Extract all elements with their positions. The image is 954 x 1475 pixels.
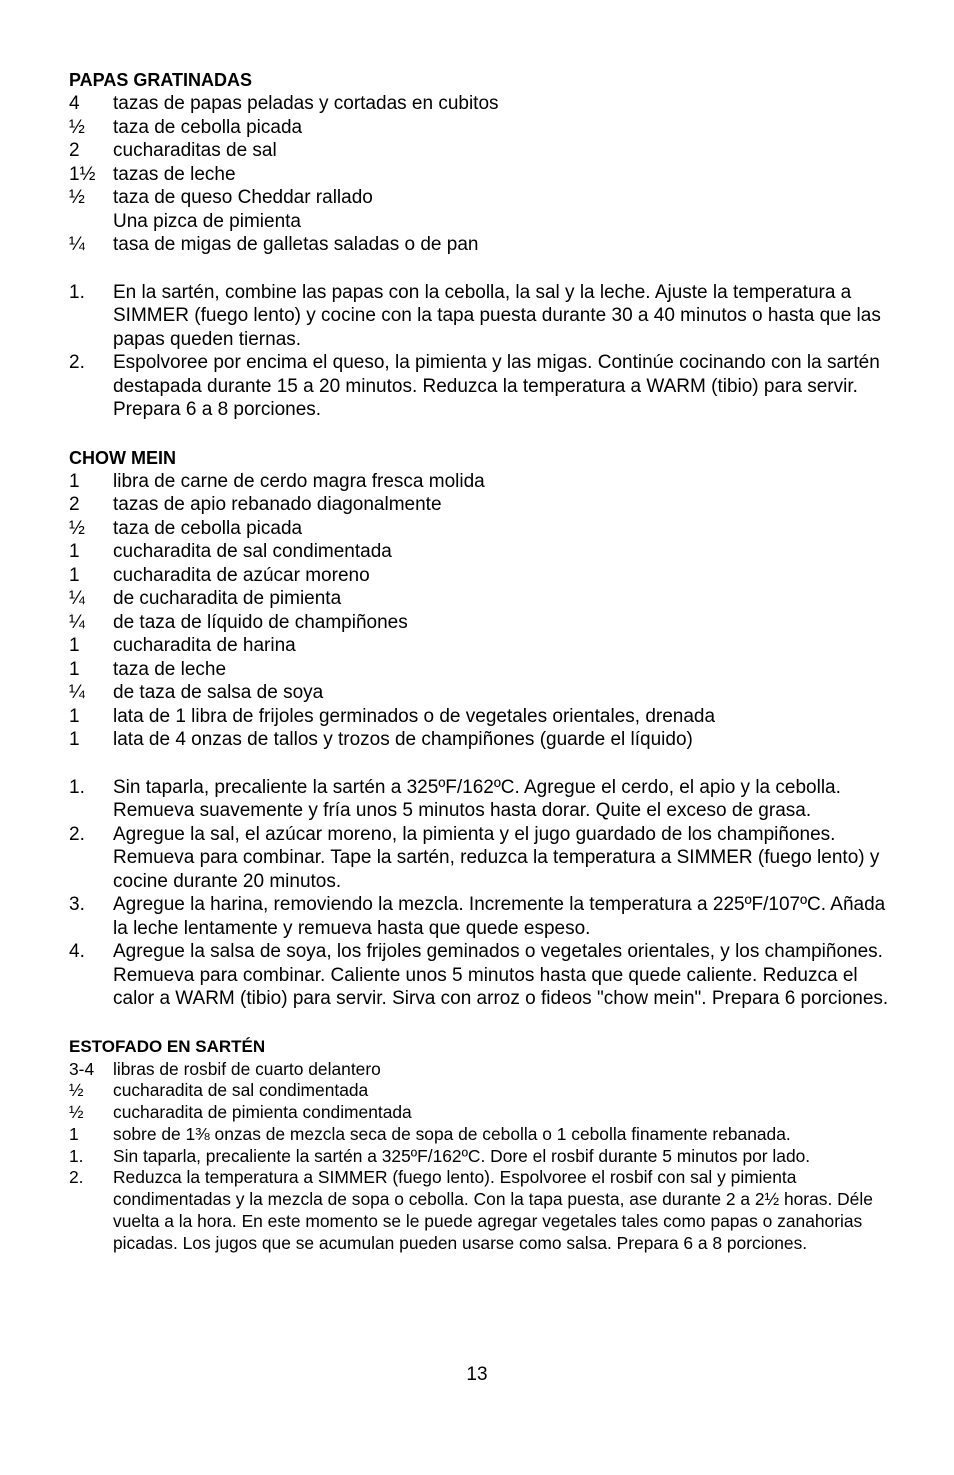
ingredient-qty: 3-4 [69,1058,95,1079]
ingredient-text: cucharadita de pimienta condimentada [113,1102,412,1123]
step-number: 4. [69,941,85,962]
ingredient-item [69,517,889,541]
ingredient-item [69,705,889,729]
ingredient-text: taza de cebolla picada [113,517,303,539]
ingredient-qty: 1 [69,541,80,562]
ingredient-text: taza de leche [113,658,227,680]
ingredient-text: cucharadita de azúcar moreno [113,564,370,586]
step-number: 1. [69,1145,84,1166]
ingredient-item [69,587,889,611]
ingredient-item [69,634,889,658]
ingredient-item [69,1080,889,1102]
ingredient-qty: 1 [69,635,80,656]
recipe-title: PAPAS GRATINADAS [69,70,253,90]
ingredient-item [69,1124,889,1146]
ingredient-qty: ¼ [69,588,85,609]
step-list [69,281,889,422]
ingredient-qty: 1 [69,705,80,727]
recipe-papas-gratinadas [69,68,889,422]
ingredient-qty: ½ [69,187,85,208]
ingredient-text: cucharadita de sal condimentada [113,541,392,562]
step-text: Sin taparla, precaliente la sartén a 325ºF/162ºC. Agregue el cerdo, el apio y la cebolla. Remueva suavemente y fría unos 5 minutos hasta dorar. Quite el exceso de grasa. [113,776,841,821]
ingredient-item [69,163,889,187]
ingredient-text: libra de carne de cerdo magra fresca molida [113,470,485,492]
step-text: Agregue la sal, el azúcar moreno, la pimienta y el jugo guardado de los champiñones. Remueva para combinar. Tape la sartén, reduzca la temperatura a SIMMER (fuego lento) y cocine durante 20 minutos. [113,823,880,892]
ingredient-item [69,611,889,635]
step-number: 2. [69,352,85,373]
step-item [69,940,889,1011]
ingredient-text: tasa de migas de galletas saladas o de pan [113,234,479,255]
step-item [69,823,889,894]
ingredient-qty: 2 [69,494,80,515]
step-number: 2. [69,823,85,845]
ingredient-item [69,233,889,257]
ingredient-item [69,116,889,140]
ingredient-qty: ¼ [69,682,85,703]
step-list [69,1146,889,1255]
ingredient-item [69,493,889,517]
ingredient-text: taza de cebolla picada [113,116,303,138]
ingredient-item [69,1102,889,1124]
ingredient-list [69,470,889,752]
ingredient-qty: 2 [69,140,80,161]
step-number: 3. [69,894,85,915]
step-text: Reduzca la temperatura a SIMMER (fuego lento). Espolvoree el rosbif con sal y pimienta condimentadas y la mezcla de sopa o cebolla. Con la tapa puesta, ase durante 2 a 2½ horas. Déle vuelta a la hora. En este momento se le puede agregar vegetales tales como papas o zanahorias picadas. Los jugos que se acumulan pueden usarse como salsa. Prepara 6 a 8 porciones. [113,1167,873,1253]
ingredient-item [69,470,889,494]
ingredient-text: libras de rosbif de cuarto delantero [113,1058,381,1079]
ingredient-qty: ½ [69,116,85,138]
ingredient-text: cucharaditas de sal [113,140,277,161]
step-item [69,776,889,823]
step-text: Espolvoree por encima el queso, la pimienta y las migas. Continúe cocinando con la sartén destapada durante 15 a 20 minutos. Reduzca la temperatura a WARM (tibio) para servir. Prepara 6 a 8 porciones. [113,352,880,420]
step-item [69,281,889,352]
ingredient-qty: 1 [69,470,80,492]
ingredient-qty: ¼ [69,234,85,255]
ingredient-item [69,658,889,682]
page-number: 13 [466,1364,488,1385]
recipe-page [69,68,889,1255]
ingredient-item [69,92,889,116]
ingredient-qty: ½ [69,517,85,539]
ingredient-text: de cucharadita de pimienta [113,588,342,609]
ingredient-text: cucharadita de sal condimentada [113,1080,369,1101]
recipe-title: ESTOFADO EN SARTÉN [69,1036,266,1056]
step-text: Sin taparla, precaliente la sartén a 325ºF/162ºC. Dore el rosbif durante 5 minutos por lado. [113,1145,811,1166]
ingredient-item [69,540,889,564]
ingredient-qty: 1 [69,1123,79,1144]
ingredient-text: tazas de leche [113,163,236,185]
ingredient-qty: 1 [69,564,80,586]
ingredient-item [69,210,889,234]
ingredient-item [69,139,889,163]
ingredient-qty: 1½ [69,163,96,185]
ingredient-item [69,681,889,705]
ingredient-text: lata de 1 libra de frijoles germinados o de vegetales orientales, drenada [113,705,716,727]
ingredient-item [69,1059,889,1081]
step-number: 1. [69,281,85,303]
step-text: Agregue la harina, removiendo la mezcla. Incremente la temperatura a 225ºF/107ºC. Añada la leche lentamente y remueva hasta que quede espeso. [113,894,886,939]
ingredient-qty: 1 [69,729,80,750]
recipe-chow-mein [69,446,889,1011]
ingredient-qty: ¼ [69,611,85,633]
step-item [69,893,889,940]
step-text: Agregue la salsa de soya, los frijoles geminados o vegetales orientales, y los champiñones. Remueva para combinar. Caliente unos 5 minutos hasta que quede caliente. Reduzca el calor a WARM (tibio) para servir. Sirva con arroz o fideos "chow mein". Prepara 6 porciones. [113,941,889,1009]
recipe-title: CHOW MEIN [69,447,176,468]
step-number: 2. [69,1167,84,1188]
ingredient-qty: ½ [69,1080,84,1101]
ingredient-text: tazas de apio rebanado diagonalmente [113,494,442,515]
ingredient-qty: ½ [69,1102,84,1123]
ingredient-qty: 1 [69,658,80,680]
ingredient-item [69,186,889,210]
ingredient-text: lata de 4 onzas de tallos y trozos de champiñones (guarde el líquido) [113,729,693,750]
step-item [69,351,889,422]
ingredient-text: taza de queso Cheddar rallado [113,187,373,208]
ingredient-text: cucharadita de harina [113,635,296,656]
ingredient-list [69,92,889,257]
ingredient-text: tazas de papas peladas y cortadas en cubitos [113,93,499,114]
step-item [69,1167,889,1254]
step-text: En la sartén, combine las papas con la cebolla, la sal y la leche. Ajuste la temperatura a SIMMER (fuego lento) y cocine con la tapa puesta durante 30 a 40 minutos o hasta que las papas queden tiernas. [113,281,881,350]
step-number: 1. [69,776,85,798]
ingredient-text: sobre de 1⅜ onzas de mezcla seca de sopa de cebolla o 1 cebolla finamente rebanada. [113,1123,791,1144]
ingredient-text: de taza de salsa de soya [113,682,324,703]
ingredient-item [69,728,889,752]
step-item [69,1146,889,1168]
ingredient-qty: 4 [69,93,80,114]
step-list [69,776,889,1011]
ingredient-list [69,1059,889,1146]
ingredient-qty [69,210,113,234]
ingredient-text: Una pizca de pimienta [113,210,301,232]
recipe-estofado-en-sarten [69,1035,889,1255]
ingredient-text: de taza de líquido de champiñones [113,611,408,633]
ingredient-item [69,564,889,588]
